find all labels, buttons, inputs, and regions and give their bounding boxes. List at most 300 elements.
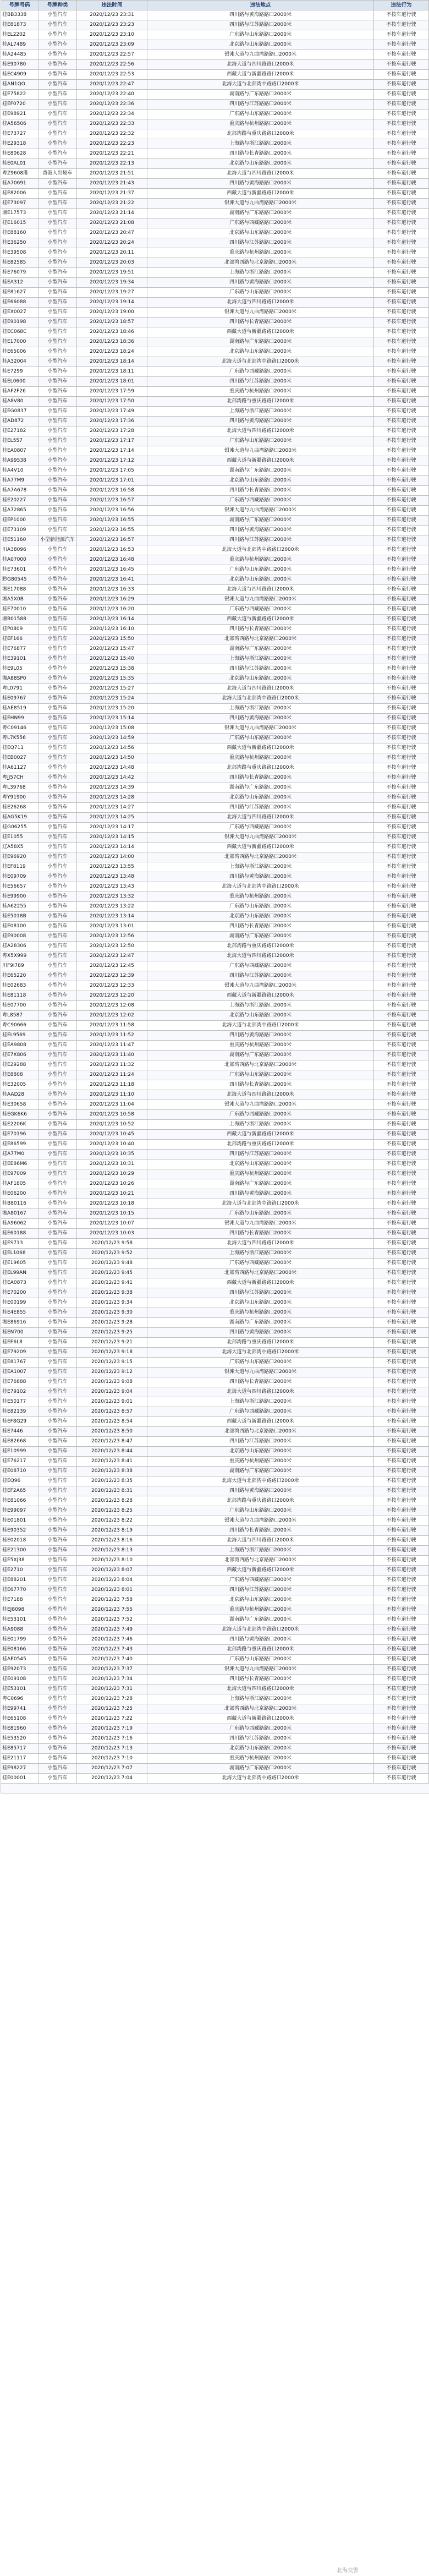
violation-time-cell: 2020/12/23 14:15 [77, 833, 147, 843]
table-row [1, 793, 429, 803]
violation-location-cell: 银滩大道与九曲湾路路口2000米 [147, 50, 374, 60]
plate-number-cell: 桂A9088 [1, 1625, 38, 1635]
plate-type-cell: 小型汽车 [38, 1090, 77, 1100]
plate-type-cell: 小型汽车 [38, 139, 77, 149]
table-row [1, 753, 429, 763]
violation-action-cell: 不按车道行驶 [374, 1021, 429, 1031]
plate-type-cell: 小型汽车 [38, 1556, 77, 1566]
table-row [1, 1041, 429, 1051]
table-row [1, 1298, 429, 1308]
plate-type-cell: 小型汽车 [38, 129, 77, 139]
violation-location-cell: 上海路与浙江路路口2000米 [147, 862, 374, 872]
plate-type-cell: 小型汽车 [38, 179, 77, 189]
plate-number-cell: 桂E82585 [1, 258, 38, 268]
table-row [1, 763, 429, 773]
plate-number-cell: 桂G06255 [1, 823, 38, 833]
violation-location-cell: 北海大道与四川路路口2000米 [147, 951, 374, 961]
table-row [1, 803, 429, 813]
violation-location-cell: 湖南路与广东路路口2000米 [147, 644, 374, 654]
plate-type-cell: 小型汽车 [38, 1278, 77, 1288]
violation-location-cell: 四川路与黄海路路口2000米 [147, 526, 374, 535]
table-row [1, 1100, 429, 1110]
violation-action-cell: 不按车道行驶 [374, 1070, 429, 1080]
violation-time-cell: 2020/12/23 22:36 [77, 100, 147, 110]
violation-location-cell: 四川路与江苏路路口2000米 [147, 1734, 374, 1744]
violation-location-cell: 上海路与浙江路路口2000米 [147, 407, 374, 417]
table-row [1, 892, 429, 902]
violation-time-cell: 2020/12/23 8:07 [77, 1566, 147, 1576]
violation-location-cell: 北京路与山东路路口2000米 [147, 1298, 374, 1308]
plate-type-cell: 小型汽车 [38, 1774, 77, 1784]
violation-time-cell: 2020/12/23 8:44 [77, 1447, 147, 1457]
plate-number-cell: 桂EP1000 [1, 516, 38, 526]
violation-time-cell: 2020/12/23 19:34 [77, 278, 147, 288]
violation-action-cell: 不按车道行驶 [374, 545, 429, 555]
violation-time-cell: 2020/12/23 17:28 [77, 426, 147, 436]
violation-time-cell: 2020/12/23 9:52 [77, 1249, 147, 1259]
plate-type-cell: 小型汽车 [38, 1526, 77, 1536]
plate-type-cell: 小型汽车 [38, 50, 77, 60]
violation-action-cell: 不按车道行驶 [374, 1100, 429, 1110]
violation-location-cell: 北部湾西路与北京路路口2000米 [147, 635, 374, 644]
plate-number-cell: 湘E17573 [1, 209, 38, 218]
violation-time-cell: 2020/12/23 9:12 [77, 1368, 147, 1377]
table-row [1, 506, 429, 516]
violation-time-cell: 2020/12/23 22:21 [77, 149, 147, 159]
violation-action-cell: 不按车道行驶 [374, 80, 429, 90]
plate-type-cell: 小型汽车 [38, 397, 77, 407]
violation-action-cell: 不按车道行驶 [374, 1249, 429, 1259]
violation-action-cell: 不按车道行驶 [374, 1684, 429, 1694]
plate-type-cell: 小型汽车 [38, 981, 77, 991]
violation-action-cell: 不按车道行驶 [374, 714, 429, 724]
plate-type-cell: 小型汽车 [38, 209, 77, 218]
plate-type-cell: 小型汽车 [38, 694, 77, 704]
violation-time-cell: 2020/12/23 13:14 [77, 912, 147, 922]
violation-action-cell: 不按车道行驶 [374, 1219, 429, 1229]
plate-number-cell: 桂E7446 [1, 1427, 38, 1437]
plate-number-cell: 桂E39101 [1, 654, 38, 664]
violation-location-cell: 北部湾路与重庆路路口2000米 [147, 763, 374, 773]
table-row [1, 179, 429, 189]
violation-time-cell: 2020/12/23 8:28 [77, 1496, 147, 1506]
violation-action-cell: 不按车道行驶 [374, 1496, 429, 1506]
violation-action-cell: 不按车道行驶 [374, 159, 429, 169]
plate-number-cell: 桂E85717 [1, 1744, 38, 1754]
violation-action-cell: 不按车道行驶 [374, 119, 429, 129]
violation-location-cell: 四川路与江苏路路口2000米 [147, 1288, 374, 1298]
violation-time-cell: 2020/12/23 19:00 [77, 308, 147, 318]
violation-time-cell: 2020/12/23 15:14 [77, 714, 147, 724]
violation-action-cell: 不按车道行驶 [374, 1189, 429, 1199]
violation-location-cell: 上海路与浙江路路口2000米 [147, 1694, 374, 1704]
violation-action-cell: 不按车道行驶 [374, 100, 429, 110]
violation-action-cell: 不按车道行驶 [374, 743, 429, 753]
table-row [1, 278, 429, 288]
table-row [1, 1684, 429, 1694]
plate-type-cell: 小型汽车 [38, 763, 77, 773]
violation-time-cell: 2020/12/23 7:04 [77, 1774, 147, 1784]
violation-time-cell: 2020/12/23 7:28 [77, 1694, 147, 1704]
table-row [1, 704, 429, 714]
violation-action-cell: 不按车道行驶 [374, 1467, 429, 1476]
violation-location-cell: 广东路与山东路路口2000米 [147, 1070, 374, 1080]
plate-type-cell: 小型汽车 [38, 585, 77, 595]
violation-location-cell: 广东路与西藏路路口2000米 [147, 218, 374, 228]
violation-location-cell: 重庆路与杭州路路口2000米 [147, 1754, 374, 1764]
violation-time-cell: 2020/12/23 20:03 [77, 258, 147, 268]
violation-location-cell: 北部湾路与重庆路路口2000米 [147, 129, 374, 139]
violation-location-cell: 重庆路与杭州路路口2000米 [147, 387, 374, 397]
plate-type-cell: 小型汽车 [38, 1060, 77, 1070]
plate-number-cell: 桂P0809 [1, 625, 38, 635]
violation-location-cell: 银滩大道与九曲湾路路口2000米 [147, 1516, 374, 1526]
violation-time-cell: 2020/12/23 12:20 [77, 991, 147, 1001]
violation-action-cell: 不按车道行驶 [374, 1169, 429, 1179]
violation-time-cell: 2020/12/23 7:19 [77, 1724, 147, 1734]
violation-action-cell: 不按车道行驶 [374, 1704, 429, 1714]
plate-number-cell: 桂EE6L8 [1, 1338, 38, 1348]
table-row [1, 1120, 429, 1130]
plate-number-cell: 桂EJ8098 [1, 1605, 38, 1615]
plate-number-cell: 桂E09767 [1, 694, 38, 704]
violation-time-cell: 2020/12/23 7:40 [77, 1655, 147, 1665]
table-row [1, 1536, 429, 1546]
violation-time-cell: 2020/12/23 11:47 [77, 1041, 147, 1051]
violation-time-cell: 2020/12/23 17:50 [77, 397, 147, 407]
table-row [1, 1338, 429, 1348]
violation-time-cell: 2020/12/23 18:24 [77, 347, 147, 357]
plate-number-cell: 桂E02683 [1, 981, 38, 991]
plate-type-cell: 小型汽车 [38, 1615, 77, 1625]
violation-action-cell: 不按车道行驶 [374, 1308, 429, 1318]
violation-location-cell: 北海大道与四川路路口2000米 [147, 169, 374, 179]
violation-time-cell: 2020/12/23 12:50 [77, 942, 147, 951]
table-row [1, 1110, 429, 1120]
table-row [1, 615, 429, 625]
violation-action-cell: 不按车道行驶 [374, 1080, 429, 1090]
violation-location-cell: 北海大道与北部湾中路路口2000米 [147, 545, 374, 555]
violation-time-cell: 2020/12/23 14:50 [77, 753, 147, 763]
plate-type-cell: 小型汽车 [38, 575, 77, 585]
plate-type-cell: 小型汽车 [38, 1467, 77, 1476]
violation-location-cell: 西藏大道与新疆路路口2000米 [147, 456, 374, 466]
table-row [1, 1665, 429, 1675]
plate-number-cell: 桂E00199 [1, 1298, 38, 1308]
plate-type-cell: 小型汽车 [38, 1021, 77, 1031]
plate-type-cell: 小型汽车 [38, 1239, 77, 1249]
violation-location-cell: 上海路与浙江路路口2000米 [147, 139, 374, 149]
violation-time-cell: 2020/12/23 20:11 [77, 248, 147, 258]
table-row [1, 1229, 429, 1239]
violation-time-cell: 2020/12/23 13:48 [77, 872, 147, 882]
violation-time-cell: 2020/12/23 22:33 [77, 119, 147, 129]
table-row [1, 1576, 429, 1585]
violation-location-cell: 北京路与山东路路口2000米 [147, 1447, 374, 1457]
plate-number-cell: 桂E65006 [1, 347, 38, 357]
violation-location-cell: 上海路与浙江路路口2000米 [147, 1249, 374, 1259]
table-row [1, 1358, 429, 1368]
plate-type-cell: 小型汽车 [38, 1160, 77, 1169]
plate-number-cell: 桂AAD28 [1, 1090, 38, 1100]
plate-number-cell: 湘B01588 [1, 615, 38, 625]
violation-action-cell: 不按车道行驶 [374, 288, 429, 298]
violation-action-cell: 不按车道行驶 [374, 1377, 429, 1387]
violation-action-cell: 不按车道行驶 [374, 1041, 429, 1051]
plate-type-cell: 小型汽车 [38, 942, 77, 951]
plate-number-cell: 桂E1055 [1, 833, 38, 843]
violation-time-cell: 2020/12/23 11:18 [77, 1080, 147, 1090]
table-row [1, 674, 429, 684]
violation-action-cell: 不按车道行驶 [374, 823, 429, 833]
table-row [1, 1021, 429, 1031]
plate-number-cell: 桂E99900 [1, 892, 38, 902]
table-row [1, 1179, 429, 1189]
violation-location-cell: 北海大道与四川路路口2000米 [147, 1239, 374, 1249]
violation-action-cell: 不按车道行驶 [374, 367, 429, 377]
violation-action-cell: 不按车道行驶 [374, 1060, 429, 1070]
table-bottom-border [1, 1784, 429, 1793]
plate-type-cell: 小型汽车 [38, 1536, 77, 1546]
plate-type-cell: 小型汽车 [38, 1754, 77, 1764]
plate-number-cell: 桂E80628 [1, 149, 38, 159]
violation-location-cell: 北海大道与北部湾中路路口2000米 [147, 1476, 374, 1486]
plate-number-cell: 粤L8587 [1, 1011, 38, 1021]
violation-location-cell: 西藏大道与新疆路路口2000米 [147, 327, 374, 337]
violation-time-cell: 2020/12/23 15:47 [77, 644, 147, 654]
violation-time-cell: 2020/12/23 9:25 [77, 1328, 147, 1338]
violation-action-cell: 不按车道行驶 [374, 278, 429, 288]
plate-number-cell: 桂E88160 [1, 228, 38, 238]
violation-time-cell: 2020/12/23 17:59 [77, 387, 147, 397]
violation-time-cell: 2020/12/23 21:51 [77, 169, 147, 179]
table-row [1, 486, 429, 496]
violation-location-cell: 北海大道与北部湾中路路口2000米 [147, 1348, 374, 1358]
violation-location-cell: 北部湾西路与北京路路口2000米 [147, 1060, 374, 1070]
violation-location-cell: 湖南路与广东路路口2000米 [147, 90, 374, 100]
table-row [1, 387, 429, 397]
violation-time-cell: 2020/12/23 18:57 [77, 318, 147, 327]
violation-time-cell: 2020/12/23 8:01 [77, 1585, 147, 1595]
violation-location-cell: 北部湾西路与北京路路口2000米 [147, 1556, 374, 1566]
violation-time-cell: 2020/12/23 16:41 [77, 575, 147, 585]
violation-action-cell: 不按车道行驶 [374, 1150, 429, 1160]
violation-location-cell: 四川路与黄海路路口2000米 [147, 1635, 374, 1645]
plate-type-cell: 小型汽车 [38, 1120, 77, 1130]
plate-type-cell: 小型汽车 [38, 615, 77, 625]
table-row [1, 1268, 429, 1278]
plate-number-cell: 桂E00001 [1, 1774, 38, 1784]
table-row [1, 922, 429, 932]
violation-time-cell: 2020/12/23 12:08 [77, 1001, 147, 1011]
violation-location-cell: 广东路与西藏路路口2000米 [147, 823, 374, 833]
violation-action-cell: 不按车道行驶 [374, 218, 429, 228]
violation-location-cell: 广东路与西藏路路口2000米 [147, 496, 374, 506]
plate-number-cell: 桂A70691 [1, 179, 38, 189]
violation-action-cell: 不按车道行驶 [374, 1397, 429, 1407]
plate-number-cell: 桂E65108 [1, 1714, 38, 1724]
table-row [1, 1377, 429, 1387]
plate-number-cell: 桂AN1QO [1, 80, 38, 90]
violation-time-cell: 2020/12/23 17:01 [77, 476, 147, 486]
violation-location-cell: 广东路与山东路路口2000米 [147, 110, 374, 119]
plate-type-cell: 小型汽车 [38, 1100, 77, 1110]
violation-location-cell: 银滩大道与九曲湾路路口2000米 [147, 506, 374, 516]
violation-time-cell: 2020/12/23 17:36 [77, 417, 147, 426]
plate-type-cell: 小型汽车 [38, 1585, 77, 1595]
violation-time-cell: 2020/12/23 9:34 [77, 1298, 147, 1308]
violation-time-cell: 2020/12/23 14:14 [77, 843, 147, 852]
table-row [1, 426, 429, 436]
violation-time-cell: 2020/12/23 8:57 [77, 1407, 147, 1417]
plate-number-cell: 桂E90198 [1, 318, 38, 327]
violation-location-cell: 四川路与长青路路口2000米 [147, 1675, 374, 1684]
plate-type-cell: 小型汽车 [38, 595, 77, 605]
plate-number-cell: 桂E02018 [1, 1536, 38, 1546]
violation-time-cell: 2020/12/23 12:02 [77, 1011, 147, 1021]
plate-type-cell: 小型汽车 [38, 1288, 77, 1298]
table-row [1, 90, 429, 100]
table-row [1, 1328, 429, 1338]
plate-number-cell: 桂E53101 [1, 1615, 38, 1625]
violation-location-cell: 湖南路与广东路路口2000米 [147, 209, 374, 218]
violation-location-cell: 银滩大道与九曲湾路路口2000米 [147, 446, 374, 456]
plate-number-cell: 粤C90666 [1, 1021, 38, 1031]
plate-type-cell: 小型汽车 [38, 1011, 77, 1021]
plate-type-cell: 小型汽车 [38, 922, 77, 932]
table-row [1, 1199, 429, 1209]
violation-action-cell: 不按车道行驶 [374, 1298, 429, 1308]
violation-location-cell: 银滩大道与九曲湾路路口2000米 [147, 833, 374, 843]
plate-number-cell: 桂A72865 [1, 506, 38, 516]
violation-location-cell: 四川路与长青路路口2000米 [147, 1526, 374, 1536]
violation-action-cell: 不按车道行驶 [374, 1001, 429, 1011]
violation-location-cell: 北京路与山东路路口2000米 [147, 159, 374, 169]
table-row [1, 1526, 429, 1536]
header-violation-location: 违法地点 [147, 1, 374, 10]
plate-number-cell: 桂EA1007 [1, 1368, 38, 1377]
violation-action-cell: 不按车道行驶 [374, 377, 429, 387]
violation-location-cell: 北海大道与北部湾中路路口2000米 [147, 1774, 374, 1784]
violation-time-cell: 2020/12/23 18:14 [77, 357, 147, 367]
violation-action-cell: 不按车道行驶 [374, 149, 429, 159]
table-row [1, 159, 429, 169]
violation-location-cell: 北海大道与四川路路口2000米 [147, 1684, 374, 1694]
plate-number-cell: 桂EF2A65 [1, 1486, 38, 1496]
violation-action-cell: 不按车道行驶 [374, 833, 429, 843]
violation-time-cell: 2020/12/23 21:08 [77, 218, 147, 228]
plate-number-cell: 桂E92073 [1, 1665, 38, 1675]
table-row [1, 1734, 429, 1744]
table-row [1, 942, 429, 951]
violation-time-cell: 2020/12/23 13:22 [77, 902, 147, 912]
violation-location-cell: 广东路与西藏路路口2000米 [147, 1110, 374, 1120]
violation-time-cell: 2020/12/23 14:00 [77, 852, 147, 862]
plate-number-cell: 桂A24485 [1, 50, 38, 60]
violation-time-cell: 2020/12/23 18:11 [77, 367, 147, 377]
table-row [1, 1724, 429, 1734]
violation-location-cell: 西藏大道与新疆路路口2000米 [147, 1417, 374, 1427]
violation-action-cell: 不按车道行驶 [374, 10, 429, 20]
violation-time-cell: 2020/12/23 9:58 [77, 1239, 147, 1249]
violation-time-cell: 2020/12/23 14:42 [77, 773, 147, 783]
plate-type-cell: 小型汽车 [38, 347, 77, 357]
plate-type-cell: 小型汽车 [38, 1734, 77, 1744]
violation-time-cell: 2020/12/23 11:10 [77, 1090, 147, 1100]
table-row [1, 1714, 429, 1724]
violation-action-cell: 不按车道行驶 [374, 129, 429, 139]
plate-number-cell: 川A38096 [1, 545, 38, 555]
table-row [1, 1625, 429, 1635]
violation-time-cell: 2020/12/23 9:30 [77, 1308, 147, 1318]
table-row [1, 228, 429, 238]
plate-number-cell: 桂E88201 [1, 1576, 38, 1585]
plate-number-cell: 桂EQ96 [1, 1476, 38, 1486]
violation-location-cell: 四川路与长青路路口2000米 [147, 1229, 374, 1239]
violation-time-cell: 2020/12/23 9:41 [77, 1278, 147, 1288]
plate-number-cell: 桂EC068C [1, 327, 38, 337]
plate-number-cell: 桂EQ711 [1, 743, 38, 753]
plate-number-cell: 桂E76217 [1, 1457, 38, 1467]
table-row [1, 1556, 429, 1566]
plate-type-cell: 小型汽车 [38, 724, 77, 734]
plate-type-cell: 小型汽车 [38, 1665, 77, 1675]
table-row [1, 456, 429, 466]
violation-action-cell: 不按车道行驶 [374, 327, 429, 337]
violation-location-cell: 四川路与江苏路路口2000米 [147, 1150, 374, 1160]
plate-type-cell: 小型汽车 [38, 1031, 77, 1041]
violation-location-cell: 广东路与山东路路口2000米 [147, 288, 374, 298]
plate-type-cell: 小型汽车 [38, 456, 77, 466]
violation-location-cell: 银滩大道与九曲湾路路口2000米 [147, 1100, 374, 1110]
table-row [1, 1278, 429, 1288]
table-row [1, 308, 429, 318]
plate-number-cell: 桂E81873 [1, 20, 38, 30]
violation-time-cell: 2020/12/23 16:53 [77, 545, 147, 555]
plate-type-cell: 小型汽车 [38, 833, 77, 843]
plate-type-cell: 小型汽车 [38, 1377, 77, 1387]
violation-action-cell: 不按车道行驶 [374, 1031, 429, 1041]
violation-location-cell: 北海大道与北部湾中路路口2000米 [147, 357, 374, 367]
plate-number-cell: 桂EHN99 [1, 714, 38, 724]
plate-number-cell: 湘E17088 [1, 585, 38, 595]
violation-action-cell: 不按车道行驶 [374, 753, 429, 763]
violation-location-cell: 北部湾路与重庆路路口2000米 [147, 397, 374, 407]
plate-type-cell: 小型汽车 [38, 783, 77, 793]
violation-action-cell: 不按车道行驶 [374, 1199, 429, 1209]
table-row [1, 20, 429, 30]
violation-time-cell: 2020/12/23 15:38 [77, 664, 147, 674]
plate-number-cell: 桂EF8119 [1, 862, 38, 872]
violation-location-cell: 广东路与山东路路口2000米 [147, 565, 374, 575]
plate-number-cell: 桂E30658 [1, 1100, 38, 1110]
violation-action-cell: 不按车道行驶 [374, 1368, 429, 1377]
table-row [1, 1387, 429, 1397]
plate-type-cell: 小型汽车 [38, 1566, 77, 1576]
table-row [1, 1169, 429, 1179]
violation-time-cell: 2020/12/23 16:55 [77, 516, 147, 526]
violation-action-cell: 不按车道行驶 [374, 436, 429, 446]
plate-number-cell: 粤Y91900 [1, 793, 38, 803]
plate-type-cell: 小型汽车 [38, 1764, 77, 1774]
violation-location-cell: 广东路与山东路路口2000米 [147, 1506, 374, 1516]
plate-number-cell: 桂EE86M6 [1, 1160, 38, 1169]
violation-location-cell: 广东路与山东路路口2000米 [147, 30, 374, 40]
violation-action-cell: 不按车道行驶 [374, 872, 429, 882]
table-row [1, 1397, 429, 1407]
plate-type-cell: 小型汽车 [38, 902, 77, 912]
plate-type-cell: 小型汽车 [38, 387, 77, 397]
